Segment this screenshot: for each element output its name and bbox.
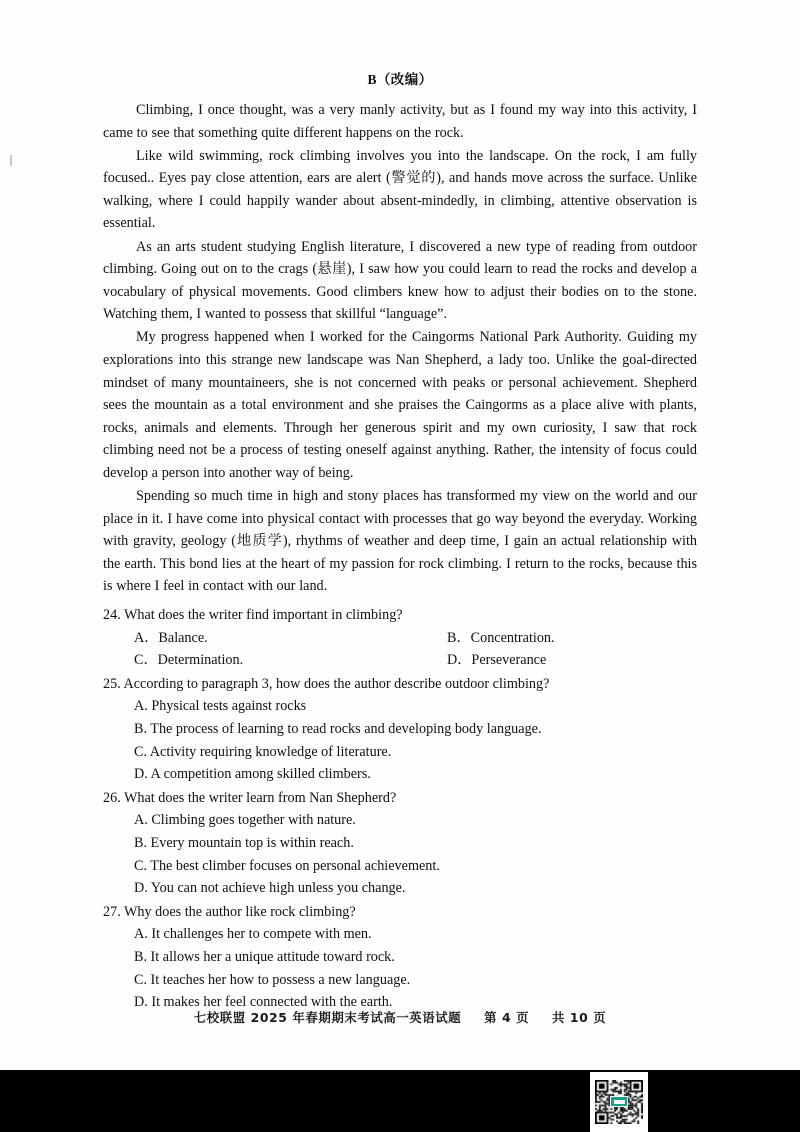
option-a[interactable]: A. It challenges her to compete with men. [134,926,372,943]
page-footer [0,1008,800,1026]
option-d[interactable]: D．Perseverance [447,652,547,669]
qr-center-logo-icon [610,1096,628,1107]
option-row [103,627,697,650]
question-stem: 24. What does the writer find important in climbing? [103,607,403,624]
passage-paragraph-1: Climbing, I once thought, was a very manly activity, but as I found my way into this activity, I came to see that something quite different happens on the rock. [103,102,697,141]
footer-page-total: 共 10 页 [552,1010,607,1025]
questions-list [103,604,697,1014]
passage-paragraph-4: My progress happened when I worked for the Caingorms National Park Authority. Guiding my explorations into this strange new landscape was Nan Shepherd, a lady too. Unlike the goal-directed mindset of many mountaineers, she is not concerned with peaks or personal achievement. Shepherd sees the mountain as a total environment and she praises the Caingorms as a place alive with plants, rocks, animals and elements. Through her generous spirit and my own curiosity, I saw that rock climbing need not be a process of testing oneself against anything. Rather, the intensity of focus could develop a person into another way of being. [103,329,697,481]
question-item [103,604,697,672]
bottom-black-band [0,1070,800,1132]
question-stem: 26. What does the writer learn from Nan Shepherd? [103,789,397,806]
page-content [103,68,697,1015]
question-stem: 27. Why does the author like rock climbing? [103,903,356,920]
passage-paragraph-2: Like wild swimming, rock climbing involves you into the landscape. On the rock, I am fully focused.. Eyes pay close attention, ears are alert (警觉的), and hands move across the surface. Unlike walking, where I could happily wander about absent-mindedly, in climbing, attentive observation is essential. [103,147,697,232]
scan-margin-tick [10,155,12,166]
option-a[interactable]: A．Balance. [134,629,208,646]
question-item [103,673,697,786]
option-b[interactable]: B. It allows her a unique attitude toward rock. [134,948,395,965]
footer-exam-title: 七校联盟 2025 年春期期末考试高一英语试题 [193,1010,462,1025]
option-a[interactable]: A. Climbing goes together with nature. [134,812,356,829]
passage-paragraph-5: Spending so much time in high and stony places has transformed my view on the world and our place in it. I have come into physical contact with processes that go way beyond the everyday. Working with gravity, geology (地质学), rhythms of weather and deep time, I gain an actual relationship with the earth. This bond lies at the heart of my passion for rock climbing. I return to the rocks, because this is where I feel in contact with our land. [103,488,697,595]
question-item [103,901,697,1014]
question-stem: 25. According to paragraph 3, how does the author describe outdoor climbing? [103,675,550,692]
option-d[interactable]: D. A competition among skilled climbers. [134,766,371,783]
section-title: B（改编） [367,72,433,87]
option-d[interactable]: D. You can not achieve high unless you change. [134,880,406,897]
option-c[interactable]: C. It teaches her how to possess a new language. [134,971,411,988]
footer-page-current: 第 4 页 [484,1010,530,1025]
option-a[interactable]: A. Physical tests against rocks [134,698,307,715]
option-b[interactable]: B．Concentration. [447,629,555,646]
option-d[interactable]: D. It makes her feel connected with the earth. [134,994,393,1011]
option-c[interactable]: C．Determination. [134,652,244,669]
option-b[interactable]: B. Every mountain top is within reach. [134,835,354,851]
option-b[interactable]: B. The process of learning to read rocks and developing body language. [134,721,542,738]
reading-passage [103,99,697,598]
option-c[interactable]: C. Activity requiring knowledge of literature. [134,743,392,760]
passage-paragraph-3: As an arts student studying English literature, I discovered a new type of reading from outdoor climbing. Going out on to the crags (悬崖), I saw how you could learn to read the rocks and develop a vocabulary of physical movements. Good climbers knew how to adjust their bodies on to the stone. Watching them, I wanted to possess that skillful “language”. [103,238,697,323]
question-item [103,787,697,900]
option-row [103,649,697,672]
option-c[interactable]: C. The best climber focuses on personal achievement. [134,857,440,874]
